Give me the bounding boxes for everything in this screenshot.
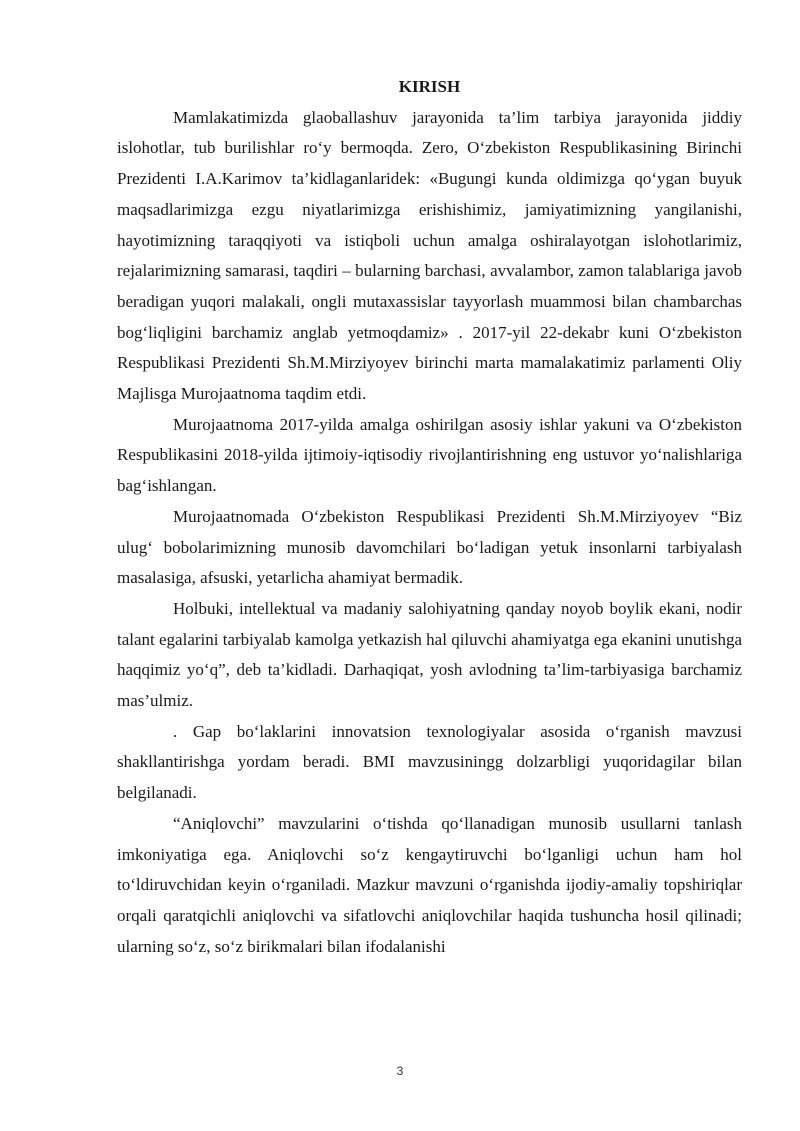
document-page xyxy=(117,72,742,962)
paragraph-intro: Mamlakatimizda glaoballashuv jarayonida ta’lim tarbiya jarayonida jiddiy islohotlar, tub burilishlar ro‘y bermoqda. Zero, O‘zbekiston Respublikasining Birinchi Prezidenti I.A.Karimov ta’kidlaganlaridek: «Bugungi kunda oldimizga qo‘ygan buyuk maqsadlarimizga ezgu niyatlarimizga erishishimiz, jamiyatimizning yangilanishi, hayotimizning taraqqiyoti va istiqboli uchun amalga oshiralayotgan islohotlarimiz, rejalarimizning samarasi, taqdiri – bularning barchasi, avvalambor, zamon talablariga javob beradigan yuqori malakali, ongli mutaxassislar tayyorlash muammosi bilan chambarchas bog‘liqligini barchamiz anglab yetmoqdamiz» . 2017-yil 22-dekabr kuni O‘zbekiston Respublikasi Prezidenti Sh.M.Mirziyoyev birinchi marta mamalakatimiz parlamenti Oliy Majlisga Murojaatnoma taqdim etdi. xyxy=(117,107,742,404)
section-title: KIRISH xyxy=(398,77,461,96)
paragraph-president-quote: Murojaatnomada O‘zbekiston Respublikasi Prezidenti Sh.M.Mirziyoyev “Biz ulug‘ bobolarimizning munosib davomchilari bo‘ladigan yetuk insonlarni tarbiyalash masalasiga, afsuski, yetarlicha ahamiyat bermadik. xyxy=(117,506,742,588)
paragraph-aniqlovchi: “Aniqlovchi” mavzularini o‘tishda qo‘llanadigan munosib usullarni tanlash imkoniyatiga ega. Aniqlovchi so‘z kengaytiruvchi bo‘lganligi uchun ham hol to‘ldiruvchidan keyin o‘rganiladi. Mazkur mavzuni o‘rganishda ijodiy-amaliy topshiriqlar orqali qaratqichli aniqlovchi va sifatlovchi aniqlovchilar haqida tushuncha hosil qilinadi; ularning so‘z, so‘z birikmalari bilan ifodalanishi xyxy=(117,813,742,956)
paragraph-holbuki: Holbuki, intellektual va madaniy salohiyatning qanday noyob boylik ekani, nodir talant egalarini tarbiyalab kamolga yetkazish hal qiluvchi ahamiyatga ega ekanini unutishga haqqimiz yo‘q”, deb ta’kidladi. Darhaqiqat, yosh avlodning ta’lim-tarbiyasiga barchamiz mas’ulmiz. xyxy=(117,598,742,711)
paragraph-gap-bolaklari: . Gap bo‘laklarini innovatsion texnologiyalar asosida o‘rganish mavzusi shakllantirishga yordam beradi. BMI mavzusiningg dolzarbligi yuqoridagilar bilan belgilanadi. xyxy=(117,721,742,803)
page-number: 3 xyxy=(396,1064,404,1078)
paragraph-murojaatnoma: Murojaatnoma 2017-yilda amalga oshirilgan asosiy ishlar yakuni va O‘zbekiston Respublikasini 2018-yilda ijtimoiy-iqtisodiy rivojlantirishning eng ustuvor yo‘nalishlariga bag‘ishlangan. xyxy=(117,414,742,496)
